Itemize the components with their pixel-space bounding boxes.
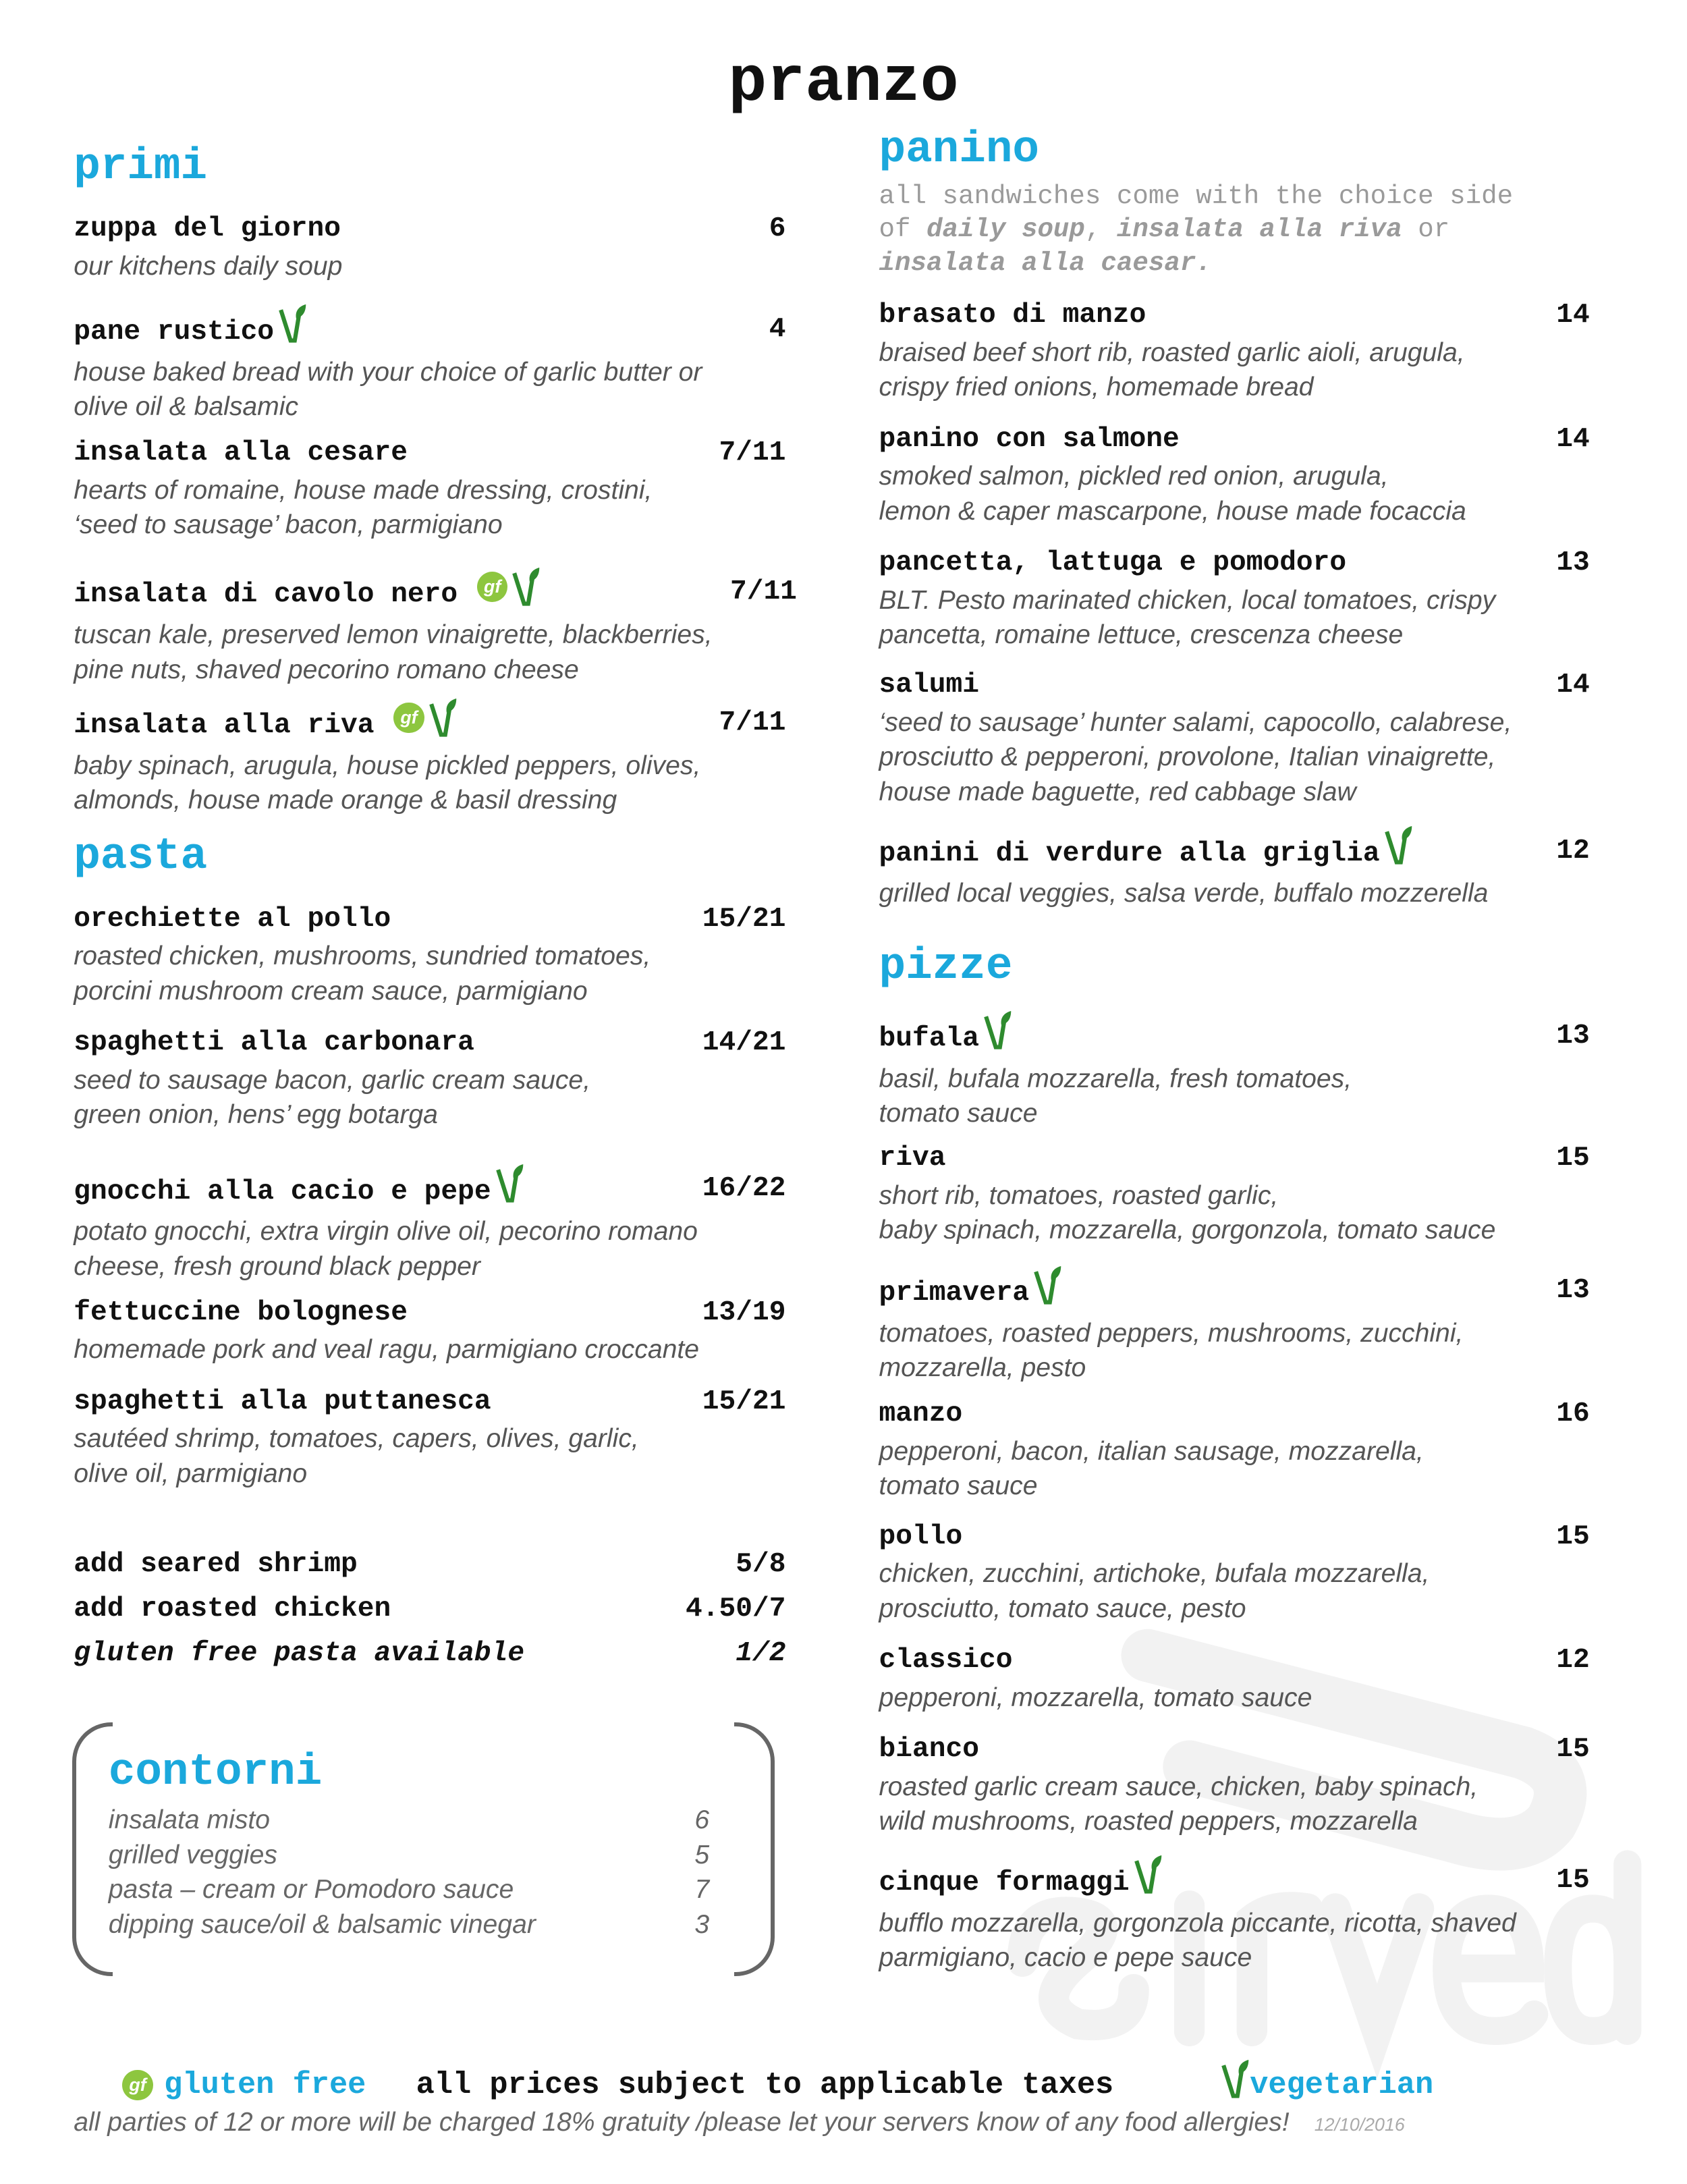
section-heading-pasta: pasta [74,831,208,882]
menu-item [879,1521,1590,1627]
note-caesar: insalata alla caesar. [879,247,1212,278]
extra-price: 5/8 [736,1548,786,1580]
item-price: 14 [1556,423,1590,455]
legend-gluten-free: gluten free [164,2067,366,2102]
item-description: parmigiano, cacio e pepe sauce [879,1943,1252,1973]
item-name [74,1172,785,1211]
menu-item [879,835,1590,911]
item-name-text: brasato di manzo [879,300,1146,331]
menu-item [74,1172,785,1284]
menu-date: 12/10/2016 [1314,2114,1405,2135]
item-name-text: zuppa del giorno [74,213,341,245]
item-description: chicken, zucchini, artichoke, bufala mozzarella, [879,1559,1430,1589]
item-price: 15/21 [702,903,786,935]
item-price: 14 [1556,670,1590,701]
menu-item [879,547,1590,653]
menu-item [74,313,785,425]
item-name [74,213,785,246]
item-name [879,1398,1590,1431]
menu-item [879,1142,1590,1248]
item-price: 12 [1556,835,1590,867]
item-name [74,1027,785,1060]
item-name [879,669,1590,702]
vegetarian-icon [1383,826,1413,865]
page-title: pranzo [728,47,959,120]
item-price: 7/11 [729,576,797,608]
legend-bar [122,2066,1433,2105]
item-name-text: classico [879,1645,1013,1676]
item-description: wild mushrooms, roasted peppers, mozzarella [879,1807,1418,1836]
item-price: 16 [1556,1398,1590,1430]
item-description: pepperoni, mozzarella, tomato sauce [879,1683,1312,1712]
item-description: short rib, tomatoes, roasted garlic, [879,1180,1279,1210]
item-description: ‘seed to sausage’ bacon, parmigiano [74,510,503,540]
item-description: crispy fried onions, homemade bread [879,373,1314,402]
item-name-text: orechiette al pollo [74,903,391,935]
vegetarian-icon [1032,1266,1062,1305]
item-price: 13 [1556,1020,1590,1052]
item-description: roasted garlic cream sauce, chicken, baby spinach, [879,1772,1478,1801]
item-description: almonds, house made orange & basil dressing [74,786,617,815]
item-name-text: riva [879,1143,946,1174]
item-name [879,423,1590,456]
item-name [74,576,785,615]
vegetarian-icon [1219,2060,1250,2099]
contorni-item [109,1872,709,1907]
item-description: tuscan kale, preserved lemon vinaigrette, blackberries, [74,620,713,650]
item-description: green onion, hens’ egg botarga [74,1100,438,1130]
item-name-text: bianco [879,1734,979,1765]
item-price: 12 [1556,1645,1590,1676]
gluten-free-icon: gf [393,703,424,733]
extra-item [74,1593,785,1626]
item-name-text: insalata alla cesare [74,437,408,469]
item-description: baby spinach, mozzarella, gorgonzola, tomato sauce [879,1216,1496,1245]
contorni-label: dipping sauce/oil & balsamic vinegar [108,1909,536,1939]
note-text: of [879,214,911,245]
item-name [879,1644,1590,1677]
item-price: 14 [1556,300,1590,331]
item-name [879,1864,1590,1903]
item-price: 4 [769,313,786,345]
item-description: house baked bread with your choice of garlic butter or [74,357,702,387]
vegetarian-icon [427,699,458,738]
item-description: braised beef short rib, roasted garlic aioli, arugula, [879,337,1465,367]
item-description: lemon & caper mascarpone, house made focaccia [879,496,1466,526]
item-name-text: cinque formaggi [879,1867,1130,1899]
note-line: all sandwiches come with the choice side [879,180,1514,211]
item-price: 15 [1556,1734,1590,1765]
item-name [74,707,785,746]
menu-item [879,1274,1590,1386]
item-price: 13 [1556,547,1590,578]
extra-price: 1/2 [736,1637,786,1669]
menu-item [74,707,785,818]
item-description: prosciutto & pepperoni, provolone, Italian vinaigrette, [879,742,1496,772]
item-name-text: salumi [879,670,979,701]
item-price: 15 [1556,1521,1590,1552]
item-description: grilled local veggies, salsa verde, buffalo mozzerella [879,879,1489,908]
item-name [879,835,1590,874]
item-description: baby spinach, arugula, house pickled peppers, olives, [74,750,701,780]
item-name-text: pancetta, lattuga e pomodoro [879,547,1347,578]
item-description: porcini mushroom cream sauce, parmigiano [74,976,588,1006]
note-text: or [1418,214,1450,245]
contorni-price: 3 [694,1909,710,1939]
item-name [879,1142,1590,1175]
taxes-notice: all prices subject to applicable taxes [416,2067,1114,2102]
menu-item [74,576,797,687]
item-name-text: pollo [879,1521,963,1552]
item-price: 16/22 [702,1173,786,1205]
item-name [879,299,1590,332]
note-text: , [1084,214,1101,245]
item-name [879,547,1590,580]
extra-label: add roasted chicken [74,1593,391,1625]
extra-label: gluten free pasta available [74,1637,525,1669]
menu-item [74,1027,785,1132]
item-price: 13/19 [702,1296,786,1328]
contorni-price: 5 [694,1840,710,1869]
item-name [74,1296,785,1330]
contorni-label: grilled veggies [108,1840,277,1869]
vegetarian-icon [510,568,541,607]
section-heading-contorni: contorni [108,1746,323,1797]
item-price: 13 [1556,1274,1590,1306]
contorni-item [109,1803,709,1838]
item-description: bufflo mozzarella, gorgonzola piccante, ricotta, shaved [879,1908,1516,1938]
item-description: tomato sauce [879,1471,1038,1501]
section-heading-primi: primi [74,141,208,192]
item-name-text: bufala [879,1022,979,1054]
item-name [879,1733,1590,1766]
gluten-free-icon: gf [477,572,507,602]
item-description: pine nuts, shaved pecorino romano cheese [74,655,579,684]
menu-item [879,1020,1590,1131]
item-description: smoked salmon, pickled red onion, arugula, [879,462,1389,491]
extra-item [74,1548,785,1581]
item-price: 15/21 [702,1386,786,1417]
item-price: 6 [769,213,786,245]
bracket-left [72,1722,113,1977]
item-description: BLT. Pesto marinated chicken, local tomatoes, crispy [879,585,1496,615]
item-price: 15 [1556,1864,1590,1896]
menu-item [74,437,785,543]
contorni-label: pasta – cream or Pomodoro sauce [108,1875,514,1905]
item-description: pancetta, romaine lettuce, crescenza cheese [879,620,1404,650]
item-description: olive oil & balsamic [74,392,299,422]
contorni-price: 7 [694,1875,710,1905]
item-name-text: gnocchi alla cacio e pepe [74,1176,491,1207]
item-name [879,1274,1590,1313]
vegetarian-icon [494,1164,524,1203]
item-name-text: spaghetti alla puttanesca [74,1386,491,1417]
item-name-text: primavera [879,1277,1030,1309]
contorni-item [109,1838,709,1873]
item-description: homemade pork and veal ragu, parmigiano croccante [74,1335,700,1365]
panino-note [879,180,1514,279]
item-description: potato gnocchi, extra virgin olive oil, pecorino romano [74,1217,698,1247]
vegetarian-icon [1132,1855,1163,1894]
contorni-item [109,1907,709,1942]
item-name-text: spaghetti alla carbonara [74,1027,474,1059]
menu-item [74,1296,785,1367]
item-name [879,1020,1590,1059]
item-name [74,313,785,352]
item-name-text: panino con salmone [879,423,1180,455]
menu-item [879,1398,1590,1504]
item-name [74,437,785,470]
item-name-text: panini di verdure alla griglia [879,838,1380,869]
menu-item [74,903,785,1009]
item-name-text: pane rustico [74,316,275,348]
menu-item [879,299,1590,405]
item-description: mozzarella, pesto [879,1353,1086,1383]
item-price: 15 [1556,1143,1590,1174]
note-riva: insalata alla riva [1116,214,1402,245]
bracket-right [734,1722,775,1977]
item-name [74,1386,785,1419]
item-name-text: insalata alla riva [74,710,375,742]
extra-label: add seared shrimp [74,1548,358,1580]
note-soup: daily soup [927,214,1085,245]
menu-item [879,423,1590,529]
item-description: roasted chicken, mushrooms, sundried tomatoes, [74,941,651,971]
item-description: tomatoes, roasted peppers, mushrooms, zucchini, [879,1318,1464,1348]
extra-item [74,1637,785,1670]
contorni-price: 6 [694,1805,710,1835]
item-name [879,1521,1590,1554]
menu-item [879,669,1590,809]
item-description: prosciutto, tomato sauce, pesto [879,1593,1246,1623]
item-name [74,903,785,936]
item-description: tomato sauce [879,1099,1038,1128]
menu-item [879,1644,1590,1715]
item-description: ‘seed to sausage’ hunter salami, capocollo, calabrese, [879,707,1512,737]
item-description: basil, bufala mozzarella, fresh tomatoes, [879,1064,1352,1093]
extra-price: 4.50/7 [686,1593,786,1625]
item-description: cheese, fresh ground black pepper [74,1251,480,1281]
section-heading-panino: panino [879,124,1039,175]
item-description: olive oil, parmigiano [74,1458,308,1488]
section-heading-pizze: pizze [879,941,1013,992]
vegetarian-icon [277,304,307,344]
item-description: pepperoni, bacon, italian sausage, mozzarella, [879,1436,1424,1466]
item-price: 7/11 [719,707,786,738]
item-name-text: manzo [879,1398,963,1430]
item-description: hearts of romaine, house made dressing, crostini, [74,475,653,505]
contorni-label: insalata misto [108,1805,271,1835]
item-description: our kitchens daily soup [74,251,343,281]
menu-item [74,213,785,283]
item-price: 14/21 [702,1027,786,1059]
item-description: house made baguette, red cabbage slaw [879,777,1356,807]
menu-item [879,1733,1590,1839]
item-description: sautéed shrimp, tomatoes, capers, olives, garlic, [74,1424,639,1454]
item-price: 7/11 [719,437,786,469]
gratuity-notice: all parties of 12 or more will be charged 18% gratuity /please let your servers know of any food allergies! [74,2108,1290,2137]
item-name-text: fettuccine bolognese [74,1296,408,1328]
menu-item [879,1864,1590,1975]
vegetarian-icon [982,1011,1012,1050]
menu-item [74,1386,785,1492]
gluten-free-icon: gf [122,2070,153,2100]
item-description: seed to sausage bacon, garlic cream sauce, [74,1065,591,1095]
legend-vegetarian: vegetarian [1250,2067,1434,2102]
footer-notice [74,2106,1405,2141]
item-name-text: insalata di cavolo nero [74,579,458,611]
